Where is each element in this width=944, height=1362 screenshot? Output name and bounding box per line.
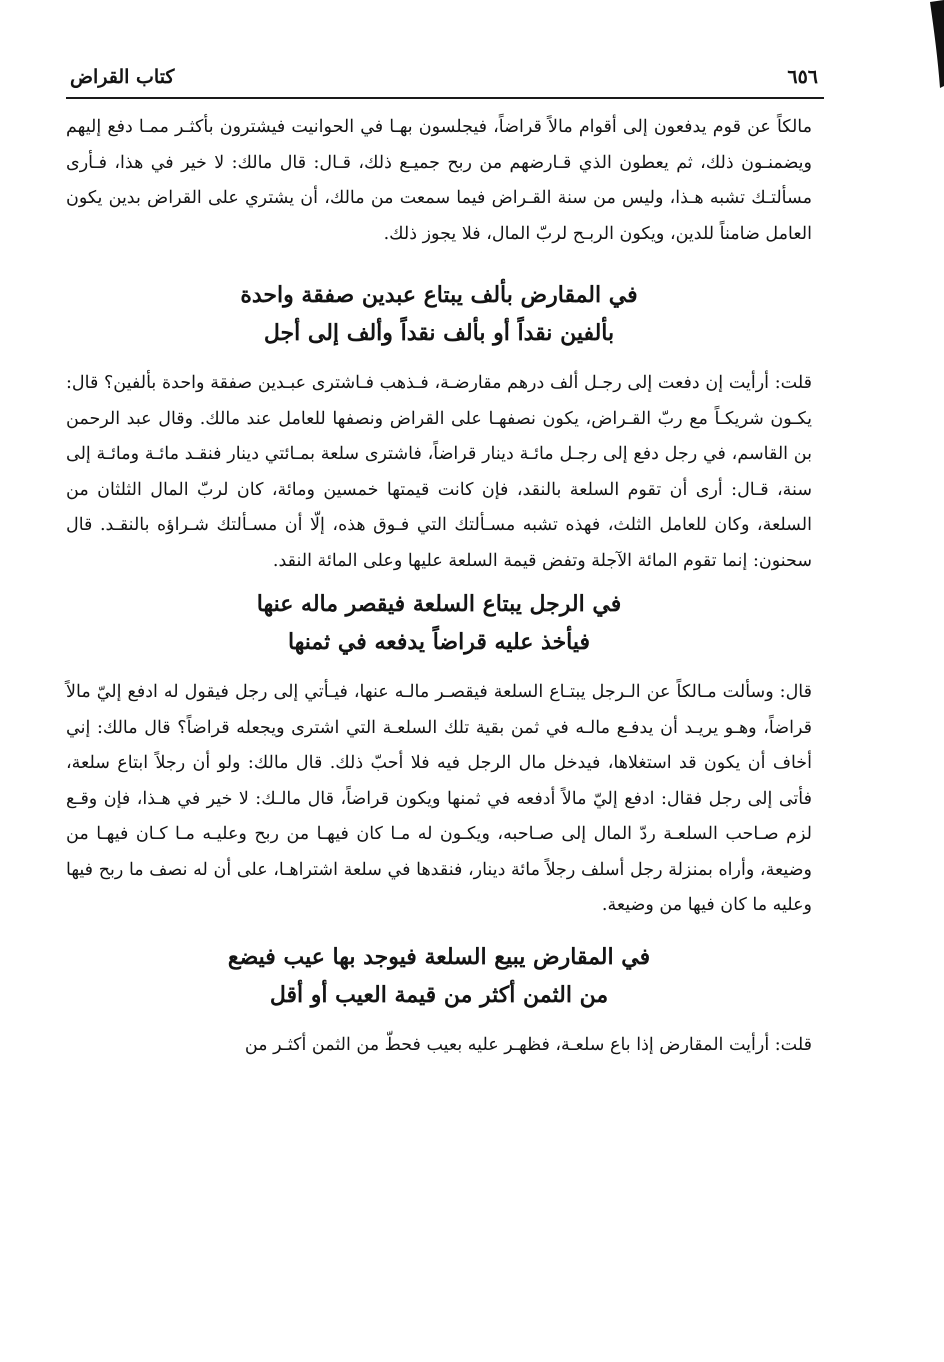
book-title: كتاب القراض: [70, 66, 175, 88]
heading-line: في المقارض يبيع السلعة فيوجد بها عيب فيضع: [227, 943, 651, 970]
paragraph: قال: وسألت مـالكاً عن الـرجل يبتـاع السلعة فيقصـر مالـه عنها، فيـأتي إلى رجل فيقول له ادفع إليّ مالاً قراضاً، وهـو يريـد أن يدفـع مالـه في ثمن بقية تلك السلعـة التي اشترى ويجعله قراضاً؟ قال مالك: إني أخاف أن يكون قد استغلاها، فيدخل مال الرجل فيه فلا أحبّ ذلك. قال مالك: ولو أن رجلاً ابتاع سلعة، فأتى إلى رجل فقال: ادفع إليّ مالاً أدفعه في ثمنها ويكون قراضاً، قال مالـك: لا خير في هـذا، فإن وقـع لزم صـاحب السلعـة ردّ المال إلى صـاحبه، ويكـون له مـا كان فيهـا من ربح وعليـه مـا كـان فيهـا من وضيعة، وأراه بمنزلة رجل أسلف رجلاً مائة دينار، فنقدها في سلعة اشتراهـا، على أن له نصف ما ربح فيها وعليه ما كان فيها من وضيعة.: [66, 682, 812, 915]
heading-line: فيأخذ عليه قراضاً يدفعه في ثمنها: [287, 629, 591, 655]
section-heading: [66, 938, 812, 1014]
paragraph: قلت: أرأيت المقارض إذا باع سلعـة، فظهـر عليه بعيب فحطّ من الثمن أكثـر من: [244, 1034, 812, 1055]
page-body: [66, 110, 812, 1063]
page-number: ٦٥٦: [787, 66, 818, 88]
heading-line: في المقارض بألف يبتاع عبدين صفقة واحدة: [240, 282, 638, 308]
scan-edge-mark: [910, 0, 944, 88]
heading-line: من الثمن أكثر من قيمة العيب أو أقل: [269, 981, 609, 1008]
section-heading: [66, 276, 812, 352]
section-heading: [66, 585, 812, 661]
running-header: [70, 66, 820, 100]
header-rule: [66, 97, 824, 99]
paragraph: مالكاً عن قوم يدفعون إلى أقوام مالاً قراضاً، فيجلسون بهـا في الحوانيت فيشترون بأكثـر ممـا دفع إليهم ويضمنـون ذلك، ثم يعطون الذي قـارضهم من ربح جميـع ذلك، قـال: قال مالك: لا خير في هذا، فـأرى مسألتـك تشبه هـذا، وليس من سنة القـراض فيما سمعت من مالك، أن يشتري على القراض بدين يكون العامل ضامناً للدين، ويكون الربـح لربّ المال، فلا يجوز ذلك.: [66, 117, 812, 244]
heading-line: بألفين نقداً أو بألف نقداً وألف إلى أجل: [263, 320, 615, 346]
heading-line: في الرجل يبتاع السلعة فيقصر ماله عنها: [256, 591, 622, 617]
paragraph: قلت: أرأيت إن دفعت إلى رجـل ألف درهم مقارضـة، فـذهب فـاشترى عبـدين صفقة واحدة بألفين؟ قال: يكـون شريكـاً مع ربّ القـراض، يكون نصفهـا على القراض ونصفها للعامل عند مالك. وقال عبد الرحمن بن القاسم، في رجل دفع إلى رجـل مائـة دينار قراضاً، فاشترى سلعة بمـائتي دينار فنقـد مائـة ومائـة إلى سنة، قـال: أرى أن تقوم السلعة بالنقد، فإن كانت قيمتها خمسين ومائة، كان لربّ المال الثلثان من السلعة، وكان للعامل الثلث، فهذه تشبه مسـألتك التي فـوق هذه، إلّا أن مسـألتك شـراؤه بالنقـد. قال سحنون: إنما تقوم المائة الآجلة وتفض قيمة السلعة عليها وعلى المائة النقد.: [66, 373, 813, 571]
